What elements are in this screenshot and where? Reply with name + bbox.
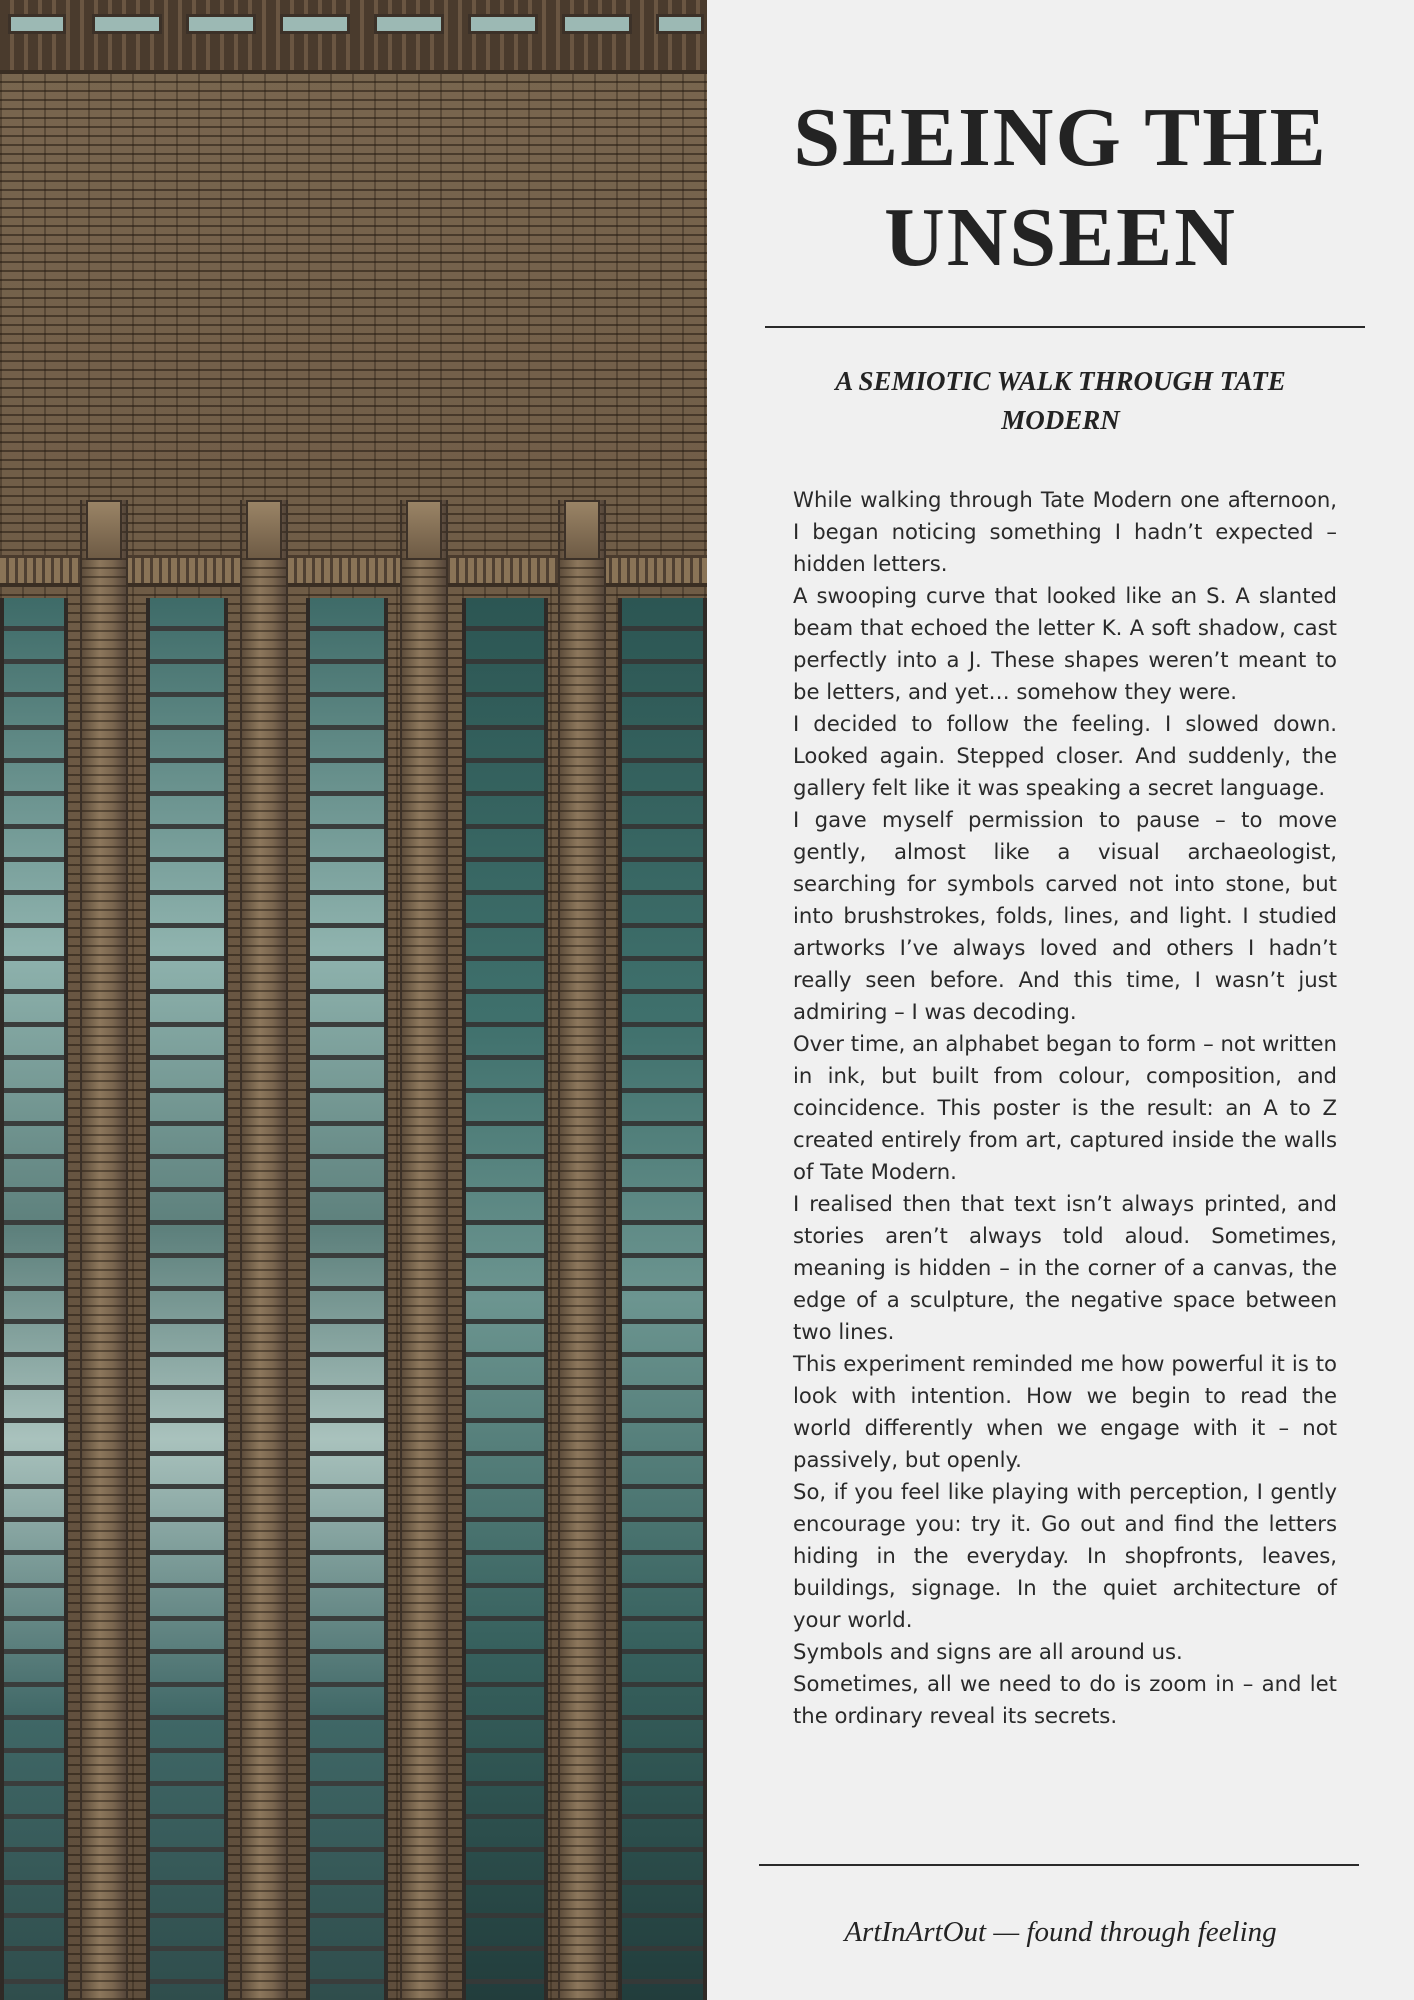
cornice-window <box>468 14 538 34</box>
facade-pier <box>240 500 288 2000</box>
facade-window <box>618 598 707 2000</box>
footer-divider <box>759 1864 1359 1866</box>
poster-subtitle: A SEMIOTIC WALK THROUGH TATE MODERN <box>835 366 1286 435</box>
text-panel <box>707 0 1414 2000</box>
poster-title: SEEING THE UNSEEN <box>793 91 1328 284</box>
essay-body <box>793 484 1337 1732</box>
essay-paragraph: I gave myself permission to pause – to move gently, almost like a visual archaeologist, searching for symbols carved not into stone, but into brushstrokes, folds, lines, and light. I studied artworks I’ve always loved and others I hadn’t really seen before. And this time, I wasn’t just admiring – I was decoding. <box>793 807 1337 1024</box>
facade-pier <box>558 500 606 2000</box>
essay-paragraph: Over time, an alphabet began to form – not written in ink, but built from colour, composition, and coincidence. This poster is the result: an A to Z created entirely from art, captured inside the walls of Tate Modern. <box>793 1031 1337 1184</box>
facade-window <box>306 598 388 2000</box>
essay-paragraph: This experiment reminded me how powerful it is to look with intention. How we begin to read the world differently when we engage with it – not passively, but openly. <box>793 1351 1337 1472</box>
facade-cornice <box>0 0 707 74</box>
pier-cap <box>406 500 442 560</box>
essay-paragraph: I decided to follow the feeling. I slowed down. Looked again. Stepped closer. And suddenly, the gallery felt like it was speaking a secret language. <box>793 711 1337 800</box>
cornice-window <box>280 14 350 34</box>
pier-cap <box>246 500 282 560</box>
cornice-window <box>656 14 704 34</box>
cornice-window <box>186 14 256 34</box>
pier-cap <box>86 500 122 560</box>
pier-cap <box>564 500 600 560</box>
facade-pier <box>400 500 448 2000</box>
essay-paragraph: So, if you feel like playing with perception, I gently encourage you: try it. Go out and find the letters hiding in the everyday. In shopfronts, leaves, buildings, signage. In the quiet architecture of your world. <box>793 1479 1337 1632</box>
signoff-tagline: ArtInArtOut — found through feeling <box>844 1916 1277 1948</box>
cornice-window <box>8 14 66 34</box>
essay-paragraph: Sometimes, all we need to do is zoom in – and let the ordinary reveal its secrets. <box>793 1671 1337 1728</box>
cornice-window <box>92 14 162 34</box>
cornice-window <box>374 14 444 34</box>
cornice-window <box>562 14 632 34</box>
facade-window <box>0 598 68 2000</box>
facade-window <box>146 598 228 2000</box>
title-divider <box>765 326 1365 328</box>
facade-window <box>462 598 548 2000</box>
essay-paragraph: A swooping curve that looked like an S. A slanted beam that echoed the letter K. A soft shadow, cast perfectly into a J. These shapes weren’t meant to be letters, and yet… somehow they were. <box>793 583 1337 704</box>
essay-paragraph: I realised then that text isn’t always printed, and stories aren’t always told aloud. Sometimes, meaning is hidden – in the corner of a canvas, the edge of a sculpture, the negative space between two lines. <box>793 1191 1337 1344</box>
essay-paragraph: Symbols and signs are all around us. <box>793 1639 1183 1664</box>
facade-pier <box>80 500 128 2000</box>
essay-paragraph: While walking through Tate Modern one afternoon, I began noticing something I hadn’t expected – hidden letters. <box>793 487 1337 576</box>
